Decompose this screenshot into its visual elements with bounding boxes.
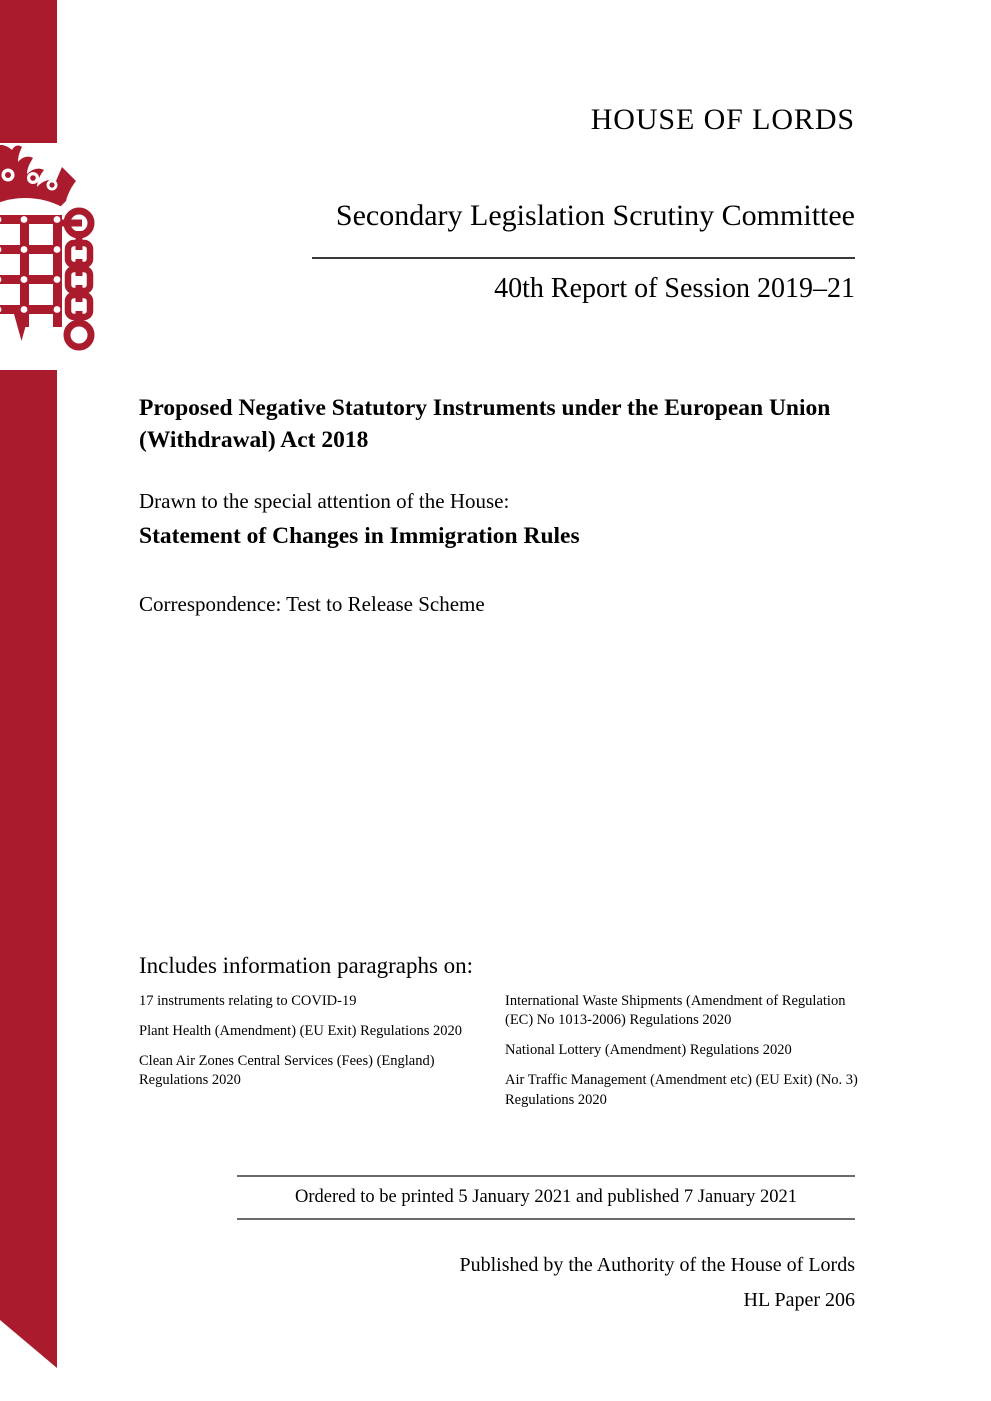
includes-item: 17 instruments relating to COVID-19 — [139, 993, 357, 1009]
includes-item: Air Traffic Management (Amendment etc) (EU Exit) (No. 3) Regulations 2020 — [505, 1072, 858, 1108]
ordered-to-be-printed-line: Ordered to be printed 5 January 2021 and published 7 January 2021 — [237, 1175, 855, 1220]
report-session-line: 40th Report of Session 2019–21 — [494, 273, 855, 304]
house-of-lords-title: HOUSE OF LORDS — [590, 103, 855, 136]
includes-item: Clean Air Zones Central Services (Fees) (England) Regulations 2020 — [139, 1053, 435, 1089]
correspondence-line: Correspondence: Test to Release Scheme — [139, 592, 485, 616]
includes-item: Plant Health (Amendment) (EU Exit) Regulations 2020 — [139, 1023, 462, 1040]
committee-name: Secondary Legislation Scrutiny Committee — [335, 199, 855, 232]
statutory-instruments-title: Proposed Negative Statutory Instruments under the European Union (Withdrawal) Act 2018 — [139, 395, 831, 454]
includes-column-left — [139, 992, 505, 1110]
includes-item: International Waste Shipments (Amendment of Regulation (EC) No 1013-2006) Regulations 2020 — [505, 993, 846, 1029]
includes-paragraphs-heading: Includes information paragraphs on: — [139, 953, 474, 978]
published-by-authority-line: Published by the Authority of the House of Lords — [459, 1254, 855, 1276]
header-divider-rule — [312, 257, 855, 259]
drawn-to-attention-item: Statement of Changes in Immigration Rules — [139, 523, 580, 549]
includes-paragraphs-columns — [139, 992, 859, 1110]
hl-paper-number: HL Paper 206 — [743, 1289, 855, 1311]
includes-column-right — [505, 992, 859, 1110]
drawn-to-attention-label: Drawn to the special attention of the House: — [139, 489, 510, 513]
includes-item: National Lottery (Amendment) Regulations 2020 — [505, 1042, 792, 1059]
